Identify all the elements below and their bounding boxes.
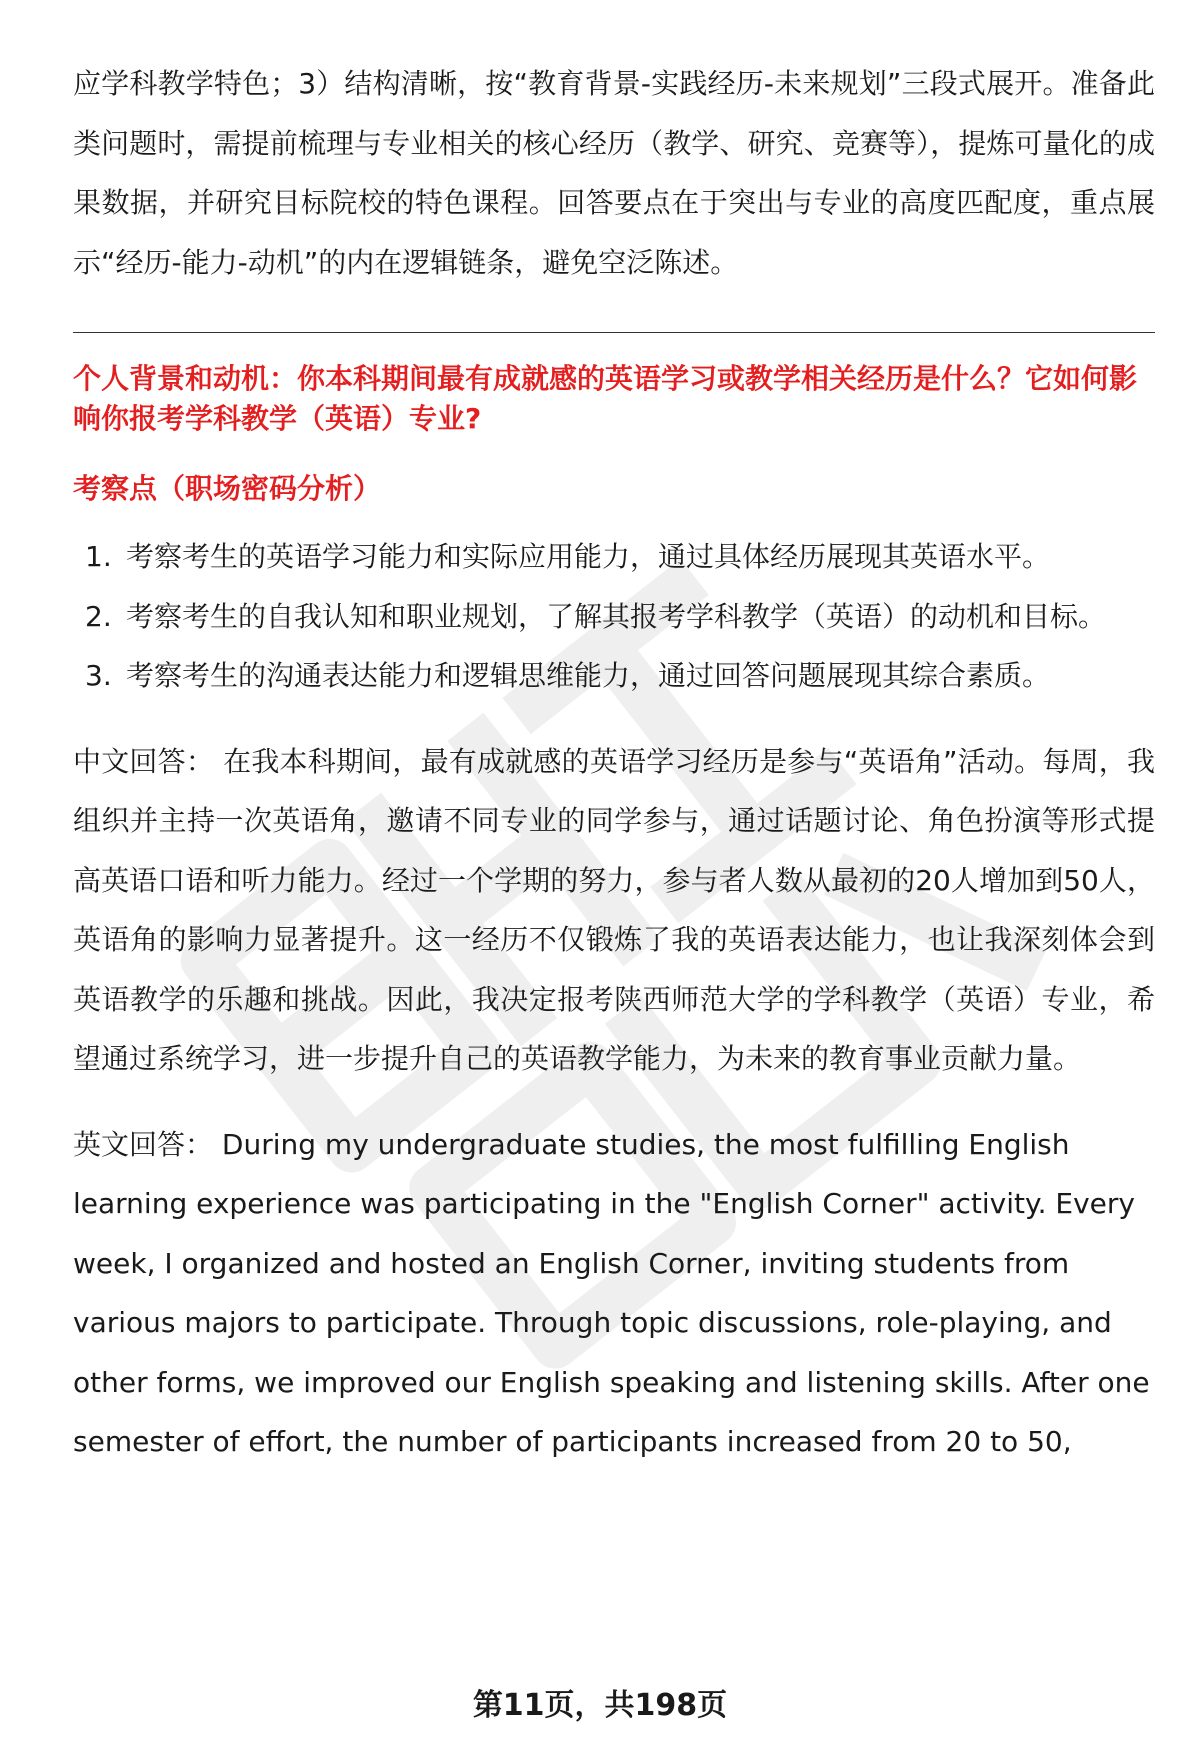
intro-paragraph: 应学科教学特色；3）结构清晰，按“教育背景-实践经历-未来规划”三段式展开。准备此类问题时，需提前梳理与专业相关的核心经历（教学、研究、竞赛等），提炼可量化的成果数据，并研究目标院校的特色课程。回答要点在于突出与专业的高度匹配度，重点展示“经历-能力-动机”的内在逻辑链条，避免空泛陈述。	[73, 67, 1155, 279]
list-item-number: 1.	[85, 540, 112, 573]
list-item-text: 考察考生的英语学习能力和实际应用能力，通过具体经历展现其英语水平。	[126, 540, 1051, 573]
question-heading: 个人背景和动机：你本科期间最有成就感的英语学习或教学相关经历是什么？它如何影响你报考学科教学（英语）专业?	[73, 362, 1138, 435]
main-content	[73, 54, 1155, 1472]
assessment-heading: 考察点（职场密码分析）	[73, 472, 382, 505]
spacer	[73, 706, 1155, 732]
section-divider	[73, 332, 1155, 333]
list-item-text: 考察考生的沟通表达能力和逻辑思维能力，通过回答问题展现其综合素质。	[126, 659, 1051, 692]
list-item-text: 考察考生的自我认知和职业规划，了解其报考学科教学（英语）的动机和目标。	[126, 599, 1107, 633]
list-item-number: 2.	[85, 599, 112, 633]
list-item	[73, 587, 1155, 647]
list-item-number: 3.	[85, 659, 112, 692]
list-item	[73, 646, 1155, 706]
list-item	[73, 527, 1155, 587]
page-number-footer: 第11页，共198页	[472, 1688, 728, 1723]
spacer	[73, 1089, 1155, 1115]
chinese-answer: 中文回答： 在我本科期间，最有成就感的英语学习经历是参与“英语角”活动。每周，我组织并主持一次英语角，邀请不同专业的同学参与，通过话题讨论、角色扮演等形式提高英语口语和听力能力。经过一个学期的努力，参与者人数从最初的20人增加到50人，英语角的影响力显著提升。这一经历不仅锻炼了我的英语表达能力，也让我深刻体会到英语教学的乐趣和挑战。因此，我决定报考陕西师范大学的学科教学（英语）专业，希望通过系统学习，进一步提升自己的英语教学能力，为未来的教育事业贡献力量。	[73, 744, 1155, 1075]
assessment-list	[73, 527, 1155, 706]
english-answer: 英文回答： During my undergraduate studies, the most fulfilling English learning experience was participating in the "English Corner" activity. Every week, I organized and hosted an English Corner, inviting students from various majors to participate. Through topic discussions, role-playing, and other forms, we improved our English speaking and listening skills. After one semester of effort, the number of participants increased from 20 to 50,	[73, 1127, 1150, 1458]
